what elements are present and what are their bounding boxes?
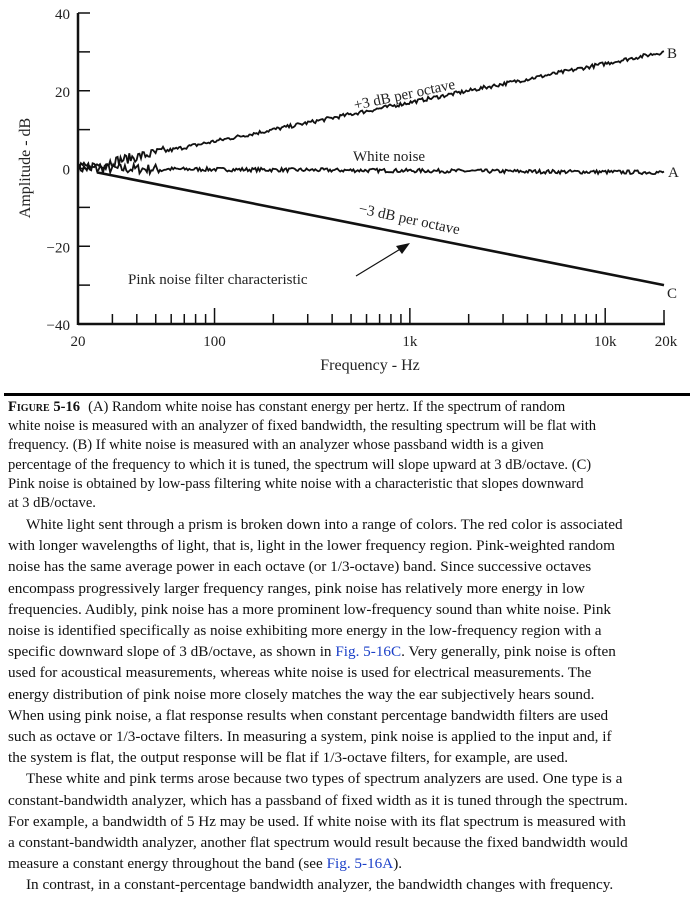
x-tick-label: 1k [402,334,418,350]
arrow-line [356,248,402,276]
x-tick-label: 100 [203,334,226,350]
x-tick-label: 20 [70,334,86,350]
text-segment: energy distribution of pink noise more closely matches the way the ear subjectively hears sound. [8,685,595,703]
text-line [8,599,692,620]
text-segment: In contrast, in a constant-percentage bandwidth analyzer, the bandwidth changes with frequency. [26,876,614,894]
figure-caption: Figure 5-16 (A) Random white noise has constant energy per hertz. If the spectrum of random white noise is measured with an analyzer of fixed bandwidth, the resulting spectrum will be flat with frequency. (B) If white noise is measured with an analyzer whose passband width is a given percentage of the frequency to which it is tuned, the spectrum will slope upward at 3 dB/octave. (C) Pink noise is obtained by low-pass filtering white noise with a characteristic that slopes downward at 3 dB/octave. [8,399,597,512]
x-tick-label: 20k [654,334,678,350]
text-segment: measure a constant energy throughout the band (see [8,855,327,873]
text-line [8,535,692,556]
text-segment: such as octave or 1/3-octave filters. In measuring a system, pink noise is applied to the input and, if [8,728,612,746]
series-C-line [97,172,664,285]
x-tick-label: 10k [593,334,617,350]
text-segment: When using pink noise, a flat response results when constant percentage bandwidth filters are used [8,706,609,724]
text-line [8,662,692,683]
text-line [8,641,692,662]
text-segment: noise is identified specifically as noise exhibiting more energy in the low-frequency region with a [8,622,602,640]
series-label-A: A [668,165,679,181]
text-segment: noise has the same average power in each octave (or 1/3-octave) band. Since successive octaves [8,558,592,576]
text-segment: used for acoustical measurements, whereas white noise is used for electrical measurements. The [8,664,592,682]
figure-label: Figure 5-16 [8,399,81,415]
figure-link[interactable]: Fig. 5-16C [335,643,402,661]
arrow-head-icon [396,243,410,254]
y-axis-title: Amplitude - dB [17,117,34,219]
text-segment: constant-bandwidth analyzer, which has a passband of fixed width as it is tuned through the spectrum. [8,791,628,809]
text-line [8,853,692,874]
figure-link[interactable]: Fig. 5-16A [326,855,394,873]
text-line [8,811,692,832]
text-line [8,726,692,747]
text-segment: specific downward slope of 3 dB/octave, as shown in [8,643,336,661]
annotation-label: Pink noise filter characteristic [128,272,308,288]
text-line [8,832,692,853]
text-line [8,514,692,535]
body-text [8,514,692,896]
y-tick-label: −20 [46,240,70,257]
text-segment: ). [393,855,403,873]
y-tick-label: 20 [55,84,70,101]
text-segment: with longer wavelengths of light, that is, light in the lower frequency region. Pink-weighted random [8,537,615,555]
text-segment: frequencies. Audibly, pink noise has a more prominent low-frequency sound than white noise. Pink [8,600,612,618]
slope-up-label: +3 dB per octave [352,76,457,114]
text-segment: White light sent through a prism is broken down into a range of colors. The red color is associated [26,516,623,533]
caption-rule [4,393,690,396]
text-segment: encompass progressively larger frequency ranges, pink noise has relatively more energy in low [8,579,585,597]
text-line [8,705,692,726]
text-segment: For example, a bandwidth of 5 Hz may be used. If white noise with its flat spectrum is measured with [8,812,626,830]
text-segment: the system is flat, the output response will be flat if 1/3-octave filters, for example, are used. [8,749,569,767]
white-noise-label: White noise [353,149,426,165]
text-line [8,790,692,811]
x-axis-title: Frequency - Hz [320,357,420,374]
text-line [8,556,692,577]
text-line [8,620,692,641]
text-segment: . Very generally, pink noise is often [401,643,616,661]
text-line [8,747,692,768]
series-label-C: C [667,286,678,302]
y-tick-label: −40 [46,318,70,334]
spectrum-chart [0,0,695,385]
text-line [8,578,692,599]
text-segment: These white and pink terms arose because two types of spectrum analyzers are used. One type is a [26,770,623,788]
text-line [8,874,692,895]
y-tick-label: 0 [62,162,70,179]
series-A-line [78,164,664,174]
series-label-B: B [667,46,678,62]
slope-down-label: −3 dB per octave [357,201,462,239]
text-line [8,684,692,705]
text-line [8,768,692,789]
y-tick-label: 40 [55,7,70,23]
text-segment: a constant-bandwidth analyzer, another flat spectrum would result because the fixed bandwidth would [8,834,628,852]
